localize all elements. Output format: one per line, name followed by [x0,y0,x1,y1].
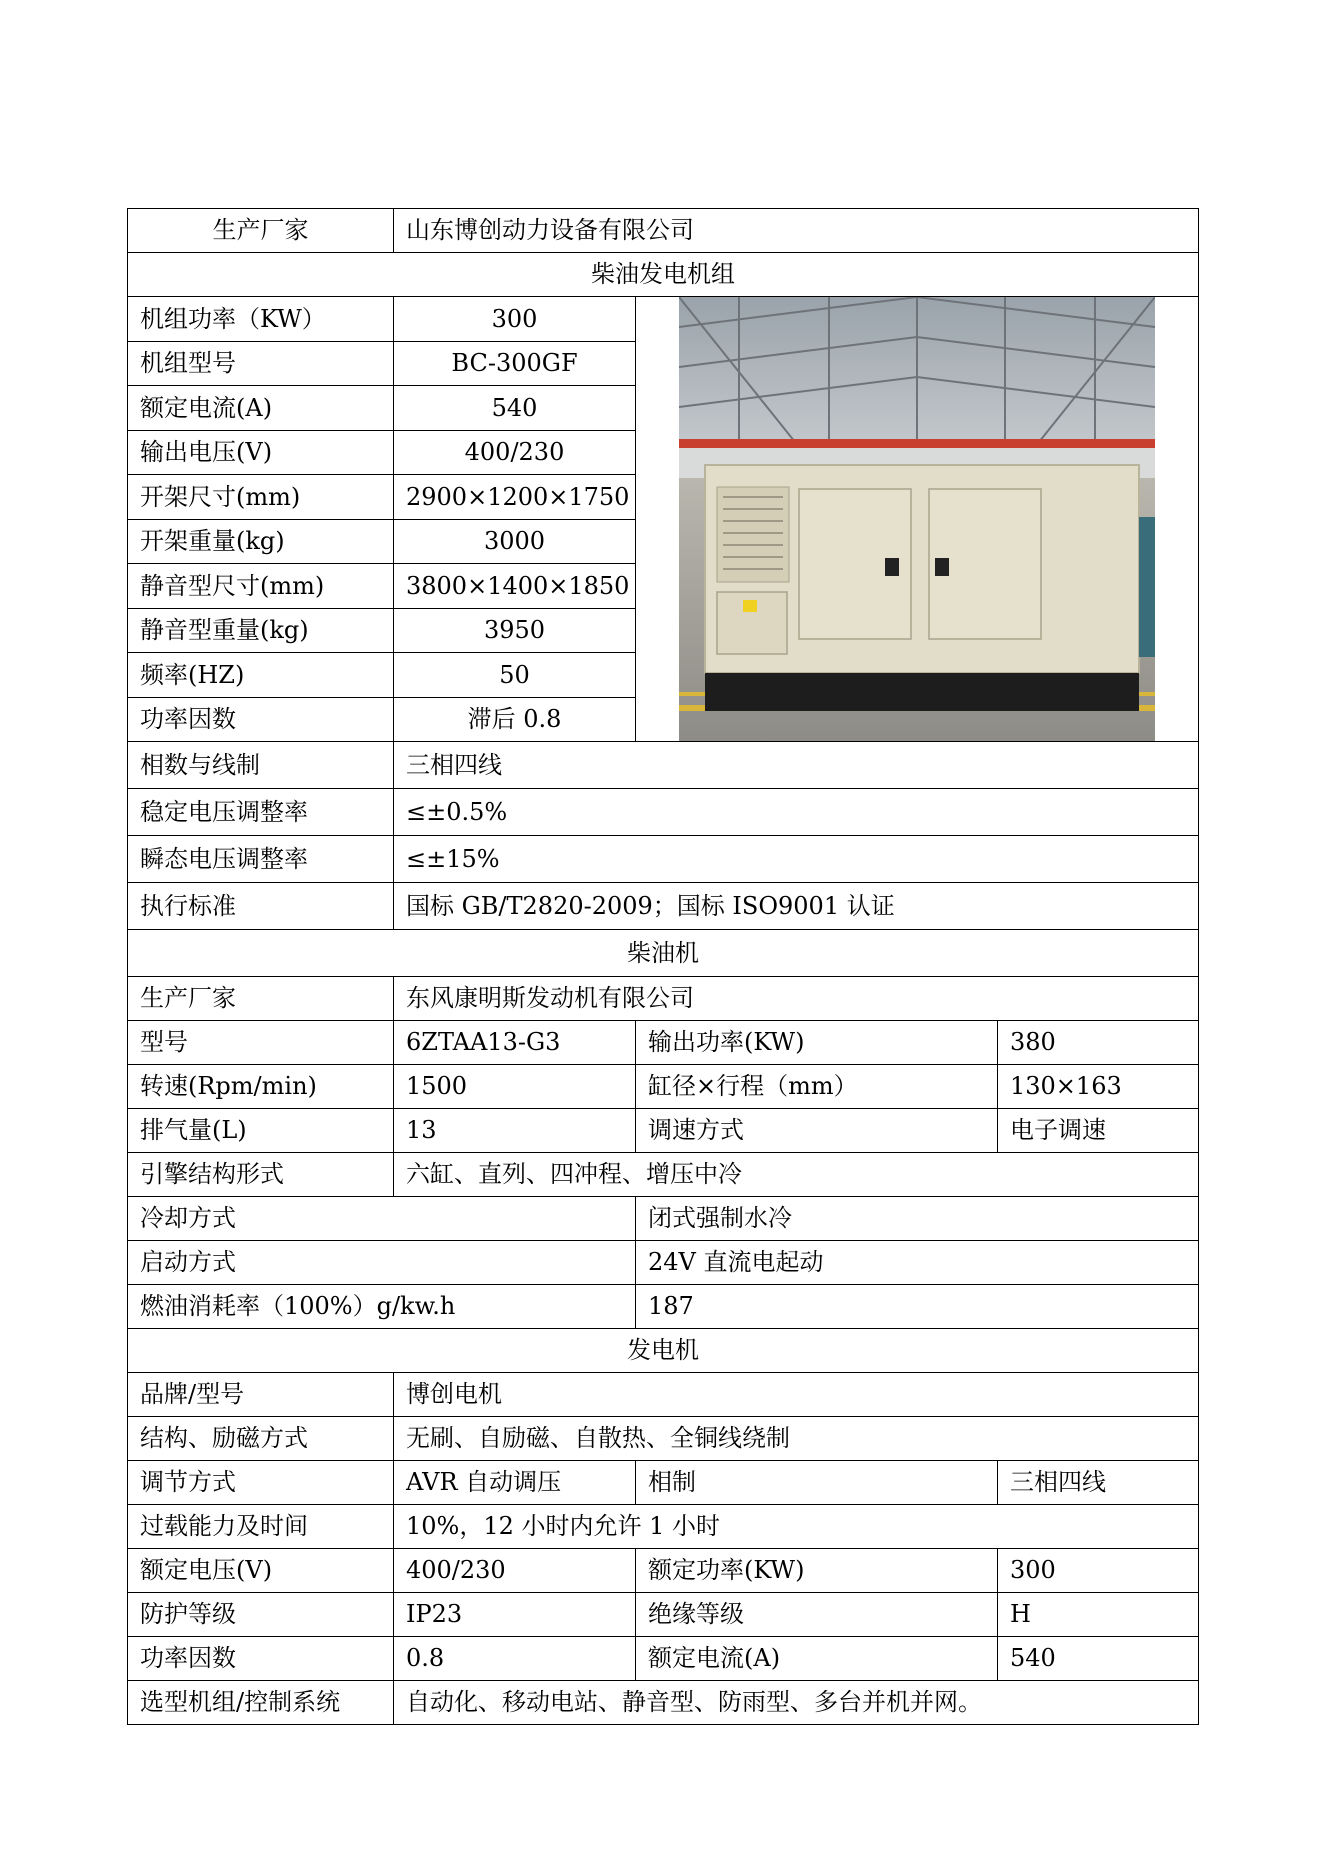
spec-value: 自动化、移动电站、静音型、防雨型、多台并机并网。 [394,1681,1199,1725]
spec-label: 额定电压(V) [128,1549,394,1593]
spec-label: 开架重量(kg) [128,519,394,564]
spec-value: 3000 [394,519,636,564]
spec-value: 50 [394,653,636,698]
table-row [128,1285,1199,1329]
spec-value: 闭式强制水冷 [636,1197,1199,1241]
table-row [128,883,1199,930]
spec-value: 电子调速 [998,1109,1199,1153]
spec-label: 型号 [128,1021,394,1065]
spec-value: 400/230 [394,1549,636,1593]
spec-value: H [998,1593,1199,1637]
manufacturer-label: 生产厂家 [128,209,394,253]
spec-value: IP23 [394,1593,636,1637]
spec-label: 相数与线制 [128,742,394,789]
table-row [128,1021,1199,1065]
spec-label: 启动方式 [128,1241,636,1285]
spec-value: 三相四线 [394,742,1199,789]
spec-label: 调速方式 [636,1109,998,1153]
manufacturer-value: 山东博创动力设备有限公司 [394,209,1199,253]
spec-label: 功率因数 [128,1637,394,1681]
alternator-section-title: 发电机 [128,1329,1199,1373]
spec-label: 防护等级 [128,1593,394,1637]
table-row [128,1593,1199,1637]
table-row [128,1109,1199,1153]
spec-label: 相制 [636,1461,998,1505]
spec-label: 调节方式 [128,1461,394,1505]
section-header-row [128,253,1199,297]
spec-label: 频率(HZ) [128,653,394,698]
spec-label: 功率因数 [128,697,394,742]
spec-value: 博创电机 [394,1373,1199,1417]
spec-label: 排气量(L) [128,1109,394,1153]
table-row [128,1065,1199,1109]
table-row [128,1637,1199,1681]
spec-value: 3950 [394,608,636,653]
table-row [128,1197,1199,1241]
spec-table [127,208,1199,1725]
section-header-row [128,1329,1199,1373]
spec-value: ≤±0.5% [394,789,1199,836]
table-row [128,1241,1199,1285]
table-row [128,1373,1199,1417]
spec-value: 三相四线 [998,1461,1199,1505]
table-row [128,742,1199,789]
spec-label: 开架尺寸(mm) [128,475,394,520]
table-row [128,977,1199,1021]
table-row [128,297,1199,342]
spec-value: ≤±15% [394,836,1199,883]
spec-value: 380 [998,1021,1199,1065]
genset-section-title: 柴油发电机组 [128,253,1199,297]
spec-label: 缸径×行程（mm） [636,1065,998,1109]
spec-label: 静音型重量(kg) [128,608,394,653]
table-row [128,1681,1199,1725]
table-row [128,209,1199,253]
spec-value: 3800×1400×1850 [394,564,636,609]
table-row [128,789,1199,836]
spec-value: 0.8 [394,1637,636,1681]
spec-label: 机组功率（KW） [128,297,394,342]
table-row [128,1417,1199,1461]
spec-value: 10%，12 小时内允许 1 小时 [394,1505,1199,1549]
spec-label: 引擎结构形式 [128,1153,394,1197]
table-row [128,1153,1199,1197]
spec-label: 额定电流(A) [128,386,394,431]
section-header-row [128,930,1199,977]
spec-label: 转速(Rpm/min) [128,1065,394,1109]
table-row [128,1505,1199,1549]
spec-value: 2900×1200×1750 [394,475,636,520]
spec-value: BC-300GF [394,341,636,386]
spec-value: 300 [998,1549,1199,1593]
spec-label: 输出电压(V) [128,430,394,475]
spec-label: 静音型尺寸(mm) [128,564,394,609]
spec-value: 24V 直流电起动 [636,1241,1199,1285]
spec-value: 187 [636,1285,1199,1329]
spec-value: 国标 GB/T2820-2009；国标 ISO9001 认证 [394,883,1199,930]
spec-value: 1500 [394,1065,636,1109]
spec-label: 输出功率(KW) [636,1021,998,1065]
spec-label: 额定电流(A) [636,1637,998,1681]
spec-value: 6ZTAA13-G3 [394,1021,636,1065]
spec-label: 选型机组/控制系统 [128,1681,394,1725]
spec-value: 540 [394,386,636,431]
spec-label: 过载能力及时间 [128,1505,394,1549]
spec-value: 300 [394,297,636,342]
table-row [128,1549,1199,1593]
generator-photo [636,297,1199,742]
spec-label: 燃油消耗率（100%）g/kw.h [128,1285,636,1329]
spec-value: 540 [998,1637,1199,1681]
spec-label: 结构、励磁方式 [128,1417,394,1461]
spec-label: 瞬态电压调整率 [128,836,394,883]
engine-section-title: 柴油机 [128,930,1199,977]
spec-label: 机组型号 [128,341,394,386]
spec-value: 130×163 [998,1065,1199,1109]
spec-value: 13 [394,1109,636,1153]
spec-label: 额定功率(KW) [636,1549,998,1593]
spec-value: 东风康明斯发动机有限公司 [394,977,1199,1021]
spec-label: 生产厂家 [128,977,394,1021]
spec-value: 400/230 [394,430,636,475]
table-row [128,836,1199,883]
generator-image [679,297,1155,741]
spec-label: 冷却方式 [128,1197,636,1241]
table-row [128,1461,1199,1505]
spec-label: 绝缘等级 [636,1593,998,1637]
spec-value: 六缸、直列、四冲程、增压中冷 [394,1153,1199,1197]
spec-value: 滞后 0.8 [394,697,636,742]
spec-label: 稳定电压调整率 [128,789,394,836]
spec-value: AVR 自动调压 [394,1461,636,1505]
spec-label: 执行标准 [128,883,394,930]
spec-label: 品牌/型号 [128,1373,394,1417]
spec-value: 无刷、自励磁、自散热、全铜线绕制 [394,1417,1199,1461]
